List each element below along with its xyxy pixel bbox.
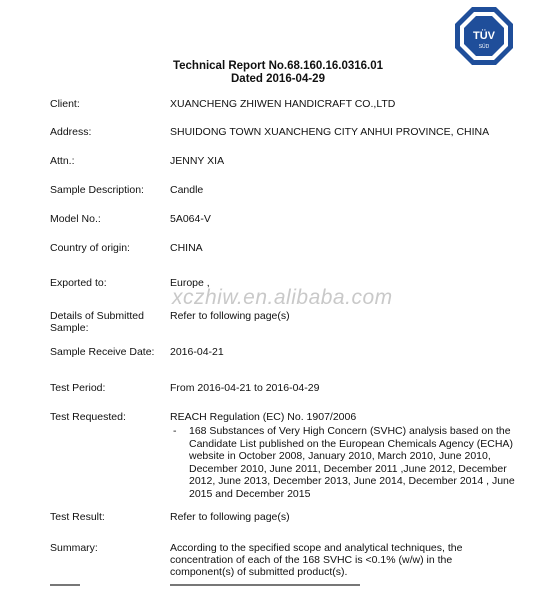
label-exported-to: Exported to: <box>50 277 107 289</box>
report-date: Dated 2016-04-29 <box>231 73 325 85</box>
logo-main-text: TÜV <box>473 30 495 42</box>
logo-sub-text: SÜD <box>478 44 490 50</box>
value-sample-description: Candle <box>170 184 204 196</box>
bullet-marker: - <box>173 425 177 437</box>
value-test-result: Refer to following page(s) <box>170 511 290 523</box>
value-exported-to: Europe , <box>170 277 210 289</box>
watermark: xczhiw.en.alibaba.com <box>172 286 393 309</box>
tuv-sud-logo <box>454 6 514 66</box>
value-model-no: 5A064-V <box>170 213 211 225</box>
label-test-period: Test Period: <box>50 382 106 394</box>
value-test-requested: REACH Regulation (EC) No. 1907/2006 <box>170 411 357 423</box>
cut-off-text-fragment <box>170 584 360 586</box>
label-attn: Attn.: <box>50 155 75 167</box>
label-submitted-sample: Details of Submitted Sample: <box>50 310 144 334</box>
value-sample-receive-date: 2016-04-21 <box>170 346 224 358</box>
value-address: SHUIDONG TOWN XUANCHENG CITY ANHUI PROVINCE, CHINA <box>170 126 490 138</box>
value-country-of-origin: CHINA <box>170 242 203 254</box>
report-number: Technical Report No.68.160.16.0316.01 <box>172 60 384 72</box>
label-country-of-origin: Country of origin: <box>50 242 130 254</box>
cut-off-text-fragment <box>50 584 80 586</box>
label-model-no: Model No.: <box>50 213 101 225</box>
label-summary: Summary: <box>50 542 98 554</box>
value-submitted-sample: Refer to following page(s) <box>170 310 290 322</box>
value-test-period: From 2016-04-21 to 2016-04-29 <box>170 382 320 394</box>
label-sample-receive-date: Sample Receive Date: <box>50 346 155 358</box>
value-client: XUANCHENG ZHIWEN HANDICRAFT CO.,LTD <box>170 98 396 110</box>
label-client: Client: <box>50 98 80 110</box>
svhc-detail-text: 168 Substances of Very High Concern (SVHC) analysis based on the Candidate List published on the European Chemicals Agency (ECHA) website in October 2008, January 2010, March 2010, June 2010, December 2010, June 2011, December 2011 ,June 2012, December 2012, June 2013, December 2013, June 2014, December 2014 , June 2015 and December 2015 <box>189 425 515 500</box>
test-requested-details <box>170 425 530 500</box>
label-address: Address: <box>50 126 92 138</box>
label-test-requested: Test Requested: <box>50 411 126 423</box>
label-test-result: Test Result: <box>50 511 105 523</box>
value-summary: According to the specified scope and analytical techniques, the concentration of each of the 168 SVHC is <0.1% (w/w) in the component(s) of submitted product(s). <box>170 542 463 578</box>
label-sample-description: Sample Description: <box>50 184 144 196</box>
value-attn: JENNY XIA <box>170 155 225 167</box>
